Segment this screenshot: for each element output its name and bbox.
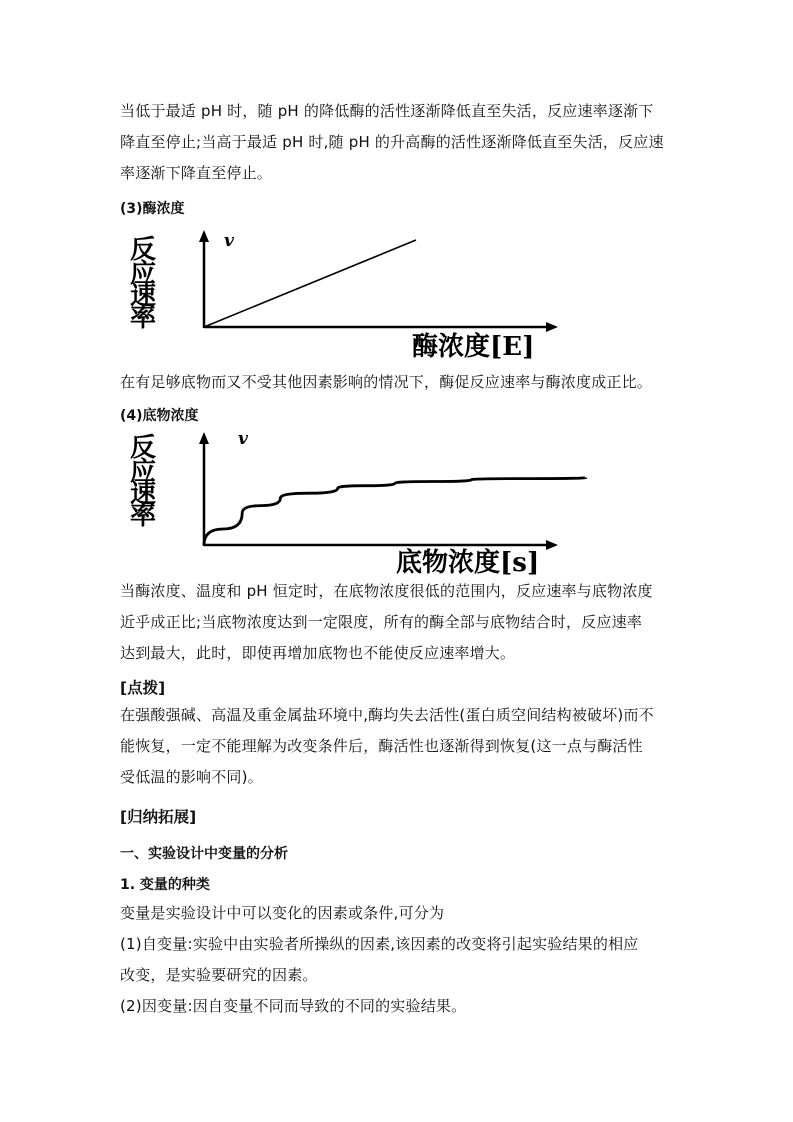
text-line: 在强酸强碱、高温及重金属盐环境中,酶均失去活性(蛋白质空间结构被破坏)而不 xyxy=(120,706,654,724)
series-label: v xyxy=(238,429,248,449)
section-heading-enzyme-concentration: (3)酶浓度 xyxy=(120,201,185,217)
section-heading-substrate-concentration: (4)底物浓度 xyxy=(120,408,199,424)
x-axis-label: 底物浓度[s] xyxy=(396,548,540,576)
y-axis-label-char: 应 xyxy=(130,457,157,487)
summary-heading: [归纳拓展] xyxy=(120,808,197,826)
y-axis-label-char: 率 xyxy=(130,303,157,333)
x-axis-label: 酶浓度[E] xyxy=(412,332,535,360)
text-line: 能恢复，一定不能理解为改变条件后，酶活性也逐渐得到恢复(这一点与酶活性 xyxy=(120,737,643,755)
y-axis-label-char: 速 xyxy=(130,281,157,311)
enzyme-caption: 在有足够底物而又不受其他因素影响的情况下，酶促反应速率与酶浓度成正比。 xyxy=(120,373,653,391)
summary-paragraph xyxy=(120,898,680,1022)
x-axis-arrow xyxy=(546,540,558,550)
summary-item-heading: 1. 变量的种类 xyxy=(120,877,210,893)
text-line: (2)因变量:因自变量不同而导致的不同的实验结果。 xyxy=(120,997,467,1015)
y-axis-label-char: 反 xyxy=(130,235,157,265)
intro-paragraph xyxy=(120,96,680,189)
chart-svg xyxy=(120,428,665,576)
y-axis-label-char: 应 xyxy=(130,259,157,289)
x-axis-arrow xyxy=(546,322,558,332)
y-axis-label-char: 反 xyxy=(130,433,157,463)
rate-line xyxy=(204,240,416,327)
saturation-curve xyxy=(204,478,586,546)
substrate-paragraph xyxy=(120,576,680,669)
text-line: 率逐渐下降直至停止。 xyxy=(120,164,273,182)
y-axis-arrow xyxy=(199,432,209,444)
text-line: 受低温的影响不同)。 xyxy=(120,768,263,786)
text-line: 变量是实验设计中可以变化的因素或条件,可分为 xyxy=(120,904,445,922)
chart-svg xyxy=(120,228,665,360)
series-label: v xyxy=(224,231,234,251)
text-line: 达到最大，此时，即使再增加底物也不能使反应速率增大。 xyxy=(120,644,516,662)
y-axis-label xyxy=(130,433,156,531)
text-line: 近乎成正比;当底物浓度达到一定限度，所有的酶全部与底物结合时，反应速率 xyxy=(120,613,643,631)
y-axis-label-char: 速 xyxy=(130,479,157,509)
text-line: 降直至停止;当高于最适 pH 时,随 pH 的升高酶的活性逐渐降低直至失活，反应速 xyxy=(120,133,664,151)
tip-heading: [点拨] xyxy=(120,679,166,697)
substrate-concentration-chart xyxy=(120,428,665,580)
summary-subheading: 一、实验设计中变量的分析 xyxy=(120,846,288,862)
text-line: 当酶浓度、温度和 pH 恒定时，在底物浓度很低的范围内，反应速率与底物浓度 xyxy=(120,582,653,600)
y-axis-label-char: 率 xyxy=(130,501,157,531)
y-axis-label xyxy=(130,235,156,333)
text-line: 改变，是实验要研究的因素。 xyxy=(120,966,318,984)
y-axis-arrow xyxy=(199,230,209,242)
text-line: (1)自变量:实验中由实验者所操纵的因素,该因素的改变将引起实验结果的相应 xyxy=(120,935,639,953)
tip-paragraph xyxy=(120,700,680,793)
text-line: 当低于最适 pH 时，随 pH 的降低酶的活性逐渐降低直至失活，反应速率逐渐下 xyxy=(120,102,654,120)
enzyme-concentration-chart xyxy=(120,228,665,364)
